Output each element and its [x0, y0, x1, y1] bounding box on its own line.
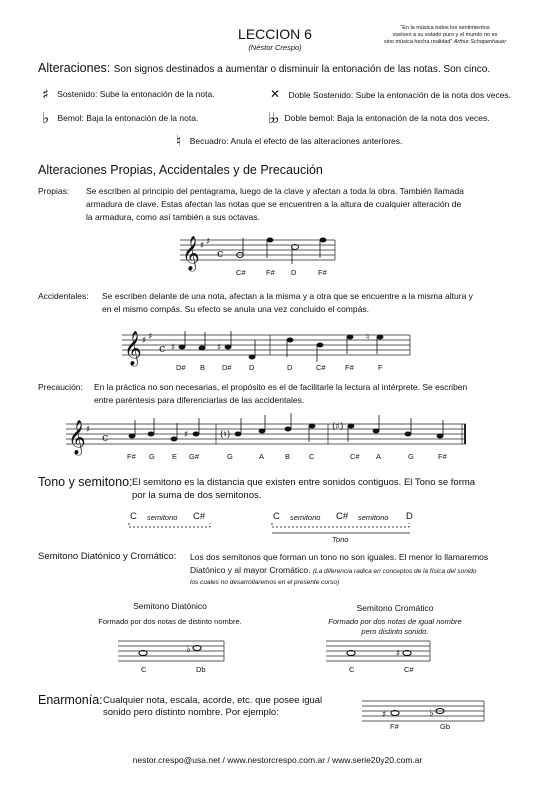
note-label: F	[378, 363, 383, 372]
tono-note-d: D	[406, 511, 413, 522]
note-label: G	[149, 452, 155, 461]
note-label: C	[349, 665, 355, 674]
alteraciones-heading: Alteraciones: Son signos destinados a aumentar o disminuir la entonación de las notas. Son cinco.	[38, 61, 491, 75]
alteracion-doble-bemol: ♭♭ Doble bemol: Baja la entonación de la nota dos veces.	[268, 109, 490, 127]
cromatico-title: Semitono Cromático	[356, 603, 434, 613]
note-label: B	[285, 452, 291, 461]
alteracion-sostenido: ♯ Sostenido: Sube la entonación de la nota.	[42, 87, 215, 103]
note	[237, 238, 244, 258]
note-label: G	[408, 452, 414, 461]
semitono-label: semitono	[358, 513, 389, 522]
note	[396, 649, 411, 659]
treble-clef-icon: 𝄞	[124, 331, 142, 366]
alteracion-bemol: ♭ Bemol: Baja la entonación de la nota.	[42, 109, 199, 127]
page-author: (Néstor Crespo)	[248, 43, 302, 52]
tono-label: Tono	[332, 535, 349, 544]
treble-clef-icon: 𝄞	[68, 420, 86, 455]
natural-icon: ♮	[176, 132, 182, 150]
diatonico-title: Semitono Diatónico	[133, 601, 207, 611]
tono-note-csharp: C#	[336, 511, 349, 522]
diatonico-heading: Semitono Diatónico y Cromático:	[38, 551, 177, 562]
svg-text:♯: ♯	[171, 343, 176, 353]
enarmonia-text: Cualquier nota, escala, acorde, etc. que posee igual sonido pero distinto nombre. Por ejemplo:	[103, 695, 323, 718]
tono-heading: Tono y semitono:	[38, 475, 133, 489]
accidentales-text: Se escriben delante de una nota, afectan a la misma y a otra que se encuentre a la misma altura y en el mismo compás. Su efecto se anula una vez concluido el compás.	[102, 291, 473, 314]
note-label: E	[172, 452, 178, 461]
note-label: B	[200, 363, 206, 372]
alteracion-doble-sostenido: ✕ Doble Sostenido: Sube la entonación de la nota dos veces.	[270, 87, 512, 101]
semitono-label: semitono	[290, 513, 321, 522]
time-signature-c-icon: c	[217, 247, 224, 260]
note-label: F#	[390, 722, 399, 731]
note	[317, 343, 324, 363]
semitono-label: semitono	[147, 513, 178, 522]
note-label: D	[287, 363, 293, 372]
double-sharp-icon: ✕	[270, 87, 281, 101]
note-label: F#	[345, 363, 354, 372]
note-label: D#	[176, 363, 186, 372]
time-signature-c-icon: c	[102, 431, 109, 444]
double-flat-icon: ♭♭	[268, 109, 277, 127]
cromatico-desc: Formado por dos notas de igual nombre pero distinto sonido.	[328, 617, 462, 636]
enarmonia-heading: Enarmonía:	[38, 693, 103, 707]
diatonico-text: Los dos semitonos que forman un tono no son iguales. El menor lo llamaremos Diatónico y al mayor Cromático. (La diferencia radica en conceptos de la física del sonido los cuales no desarrollaremos en el presente curso)	[190, 552, 489, 586]
note-label: Gb	[440, 722, 451, 731]
note	[287, 338, 294, 358]
svg-text:♯: ♯	[382, 710, 387, 720]
header-quote: “En la música todos los sentimientos vuelven a su estado puro y el mundo no es sino música hecha realidad” Arthur Schopenhauer	[383, 25, 507, 45]
note	[285, 413, 292, 432]
svg-text:♯: ♯	[396, 649, 401, 659]
propias-text: Se escriben al principio del pentagrama, luego de la clave y afectan a toda la obra. También llamada armadura de clave. Estas afectan las notas que se encuentren a la altura de cualquier alteración de la armadura, como así también a sus octavas.	[86, 186, 464, 222]
svg-text:♭: ♭	[186, 644, 191, 655]
note-label: C#	[350, 452, 360, 461]
note-label: G#	[189, 452, 200, 461]
svg-text:♯: ♯	[184, 430, 189, 440]
semitono-bracket	[128, 523, 218, 529]
note	[171, 423, 178, 442]
note-label: D	[291, 268, 297, 277]
note-label: C#	[316, 363, 326, 372]
note	[405, 418, 412, 437]
section-heading-alteraciones-propias: Alteraciones Propias, Accidentales y de Precaución	[38, 163, 323, 177]
staff-cromatico	[326, 641, 436, 681]
semitono-note-left: C	[130, 511, 137, 522]
svg-text:(♯): (♯)	[332, 422, 344, 432]
note-label: F#	[266, 268, 275, 277]
note-label: D	[249, 363, 255, 372]
tono-note-c: C	[273, 511, 280, 522]
staff-enarmonia	[362, 701, 492, 731]
sharp-icon: ♯	[42, 87, 49, 103]
footer-links: nestor.crespo@usa.net / www.nestorcrespo.com.ar / www.serie20y20.com.ar	[132, 755, 423, 765]
note-label: Db	[196, 665, 206, 674]
note-label: A	[376, 452, 382, 461]
staff-propias	[180, 236, 340, 286]
key-sharp-icon: ♯	[200, 241, 205, 251]
svg-text:(♮): (♮)	[220, 430, 231, 440]
semitono-note-right: C#	[193, 511, 206, 522]
svg-text:♭: ♭	[429, 708, 434, 719]
note-label: F#	[318, 268, 327, 277]
flat-icon: ♭	[42, 109, 50, 127]
key-sharp-icon: ♯	[86, 425, 91, 435]
precaucion-text: En la práctica no son necesarias, el propósito es el de facilitarle la lectura al intérprete. Se escriben entre paréntesis para diferenciarlas de las accidentales.	[94, 382, 468, 405]
svg-text:♮: ♮	[366, 332, 370, 343]
note-label: C#	[404, 665, 414, 674]
note-label: C	[309, 452, 315, 461]
key-sharp-icon: ♯	[142, 336, 147, 346]
staff-lines	[326, 641, 430, 661]
note	[347, 335, 354, 355]
staff-diatonico	[118, 641, 228, 681]
svg-text:♯: ♯	[217, 343, 222, 353]
staff-accidentales	[122, 331, 422, 381]
staff-lines	[118, 641, 224, 661]
page-title: LECCION 6	[238, 26, 312, 42]
tono-text: El semitono es la distancia que existen entre sonidos contiguos. El Tono se forma por la suma de dos semitonos.	[132, 477, 476, 501]
note	[292, 245, 299, 265]
note	[429, 708, 444, 719]
note-label: D#	[222, 363, 232, 372]
propias-label: Propias:	[38, 186, 70, 196]
note-label: F#	[438, 452, 447, 461]
note-label: G	[227, 452, 233, 461]
precaucion-label: Precaución:	[38, 382, 83, 392]
treble-clef-icon: 𝄞	[182, 236, 200, 271]
staff-precaucion	[66, 420, 486, 470]
note-label: A	[259, 452, 265, 461]
note-label: F#	[127, 452, 136, 461]
staff-lines	[362, 701, 484, 721]
note-label: C#	[236, 268, 246, 277]
key-sharp-icon: ♯	[206, 237, 211, 247]
accidentales-label: Accidentales:	[38, 291, 89, 301]
time-signature-c-icon: c	[159, 342, 166, 355]
key-sharp-icon: ♯	[148, 332, 153, 342]
alteracion-becuadro: ♮ Becuadro: Anula el efecto de las alteraciones anteriores.	[176, 132, 403, 150]
note	[148, 418, 155, 437]
note	[382, 710, 399, 720]
diatonico-desc: Formado por dos notas de distinto nombre.	[98, 617, 242, 626]
note-label: C	[141, 665, 147, 674]
